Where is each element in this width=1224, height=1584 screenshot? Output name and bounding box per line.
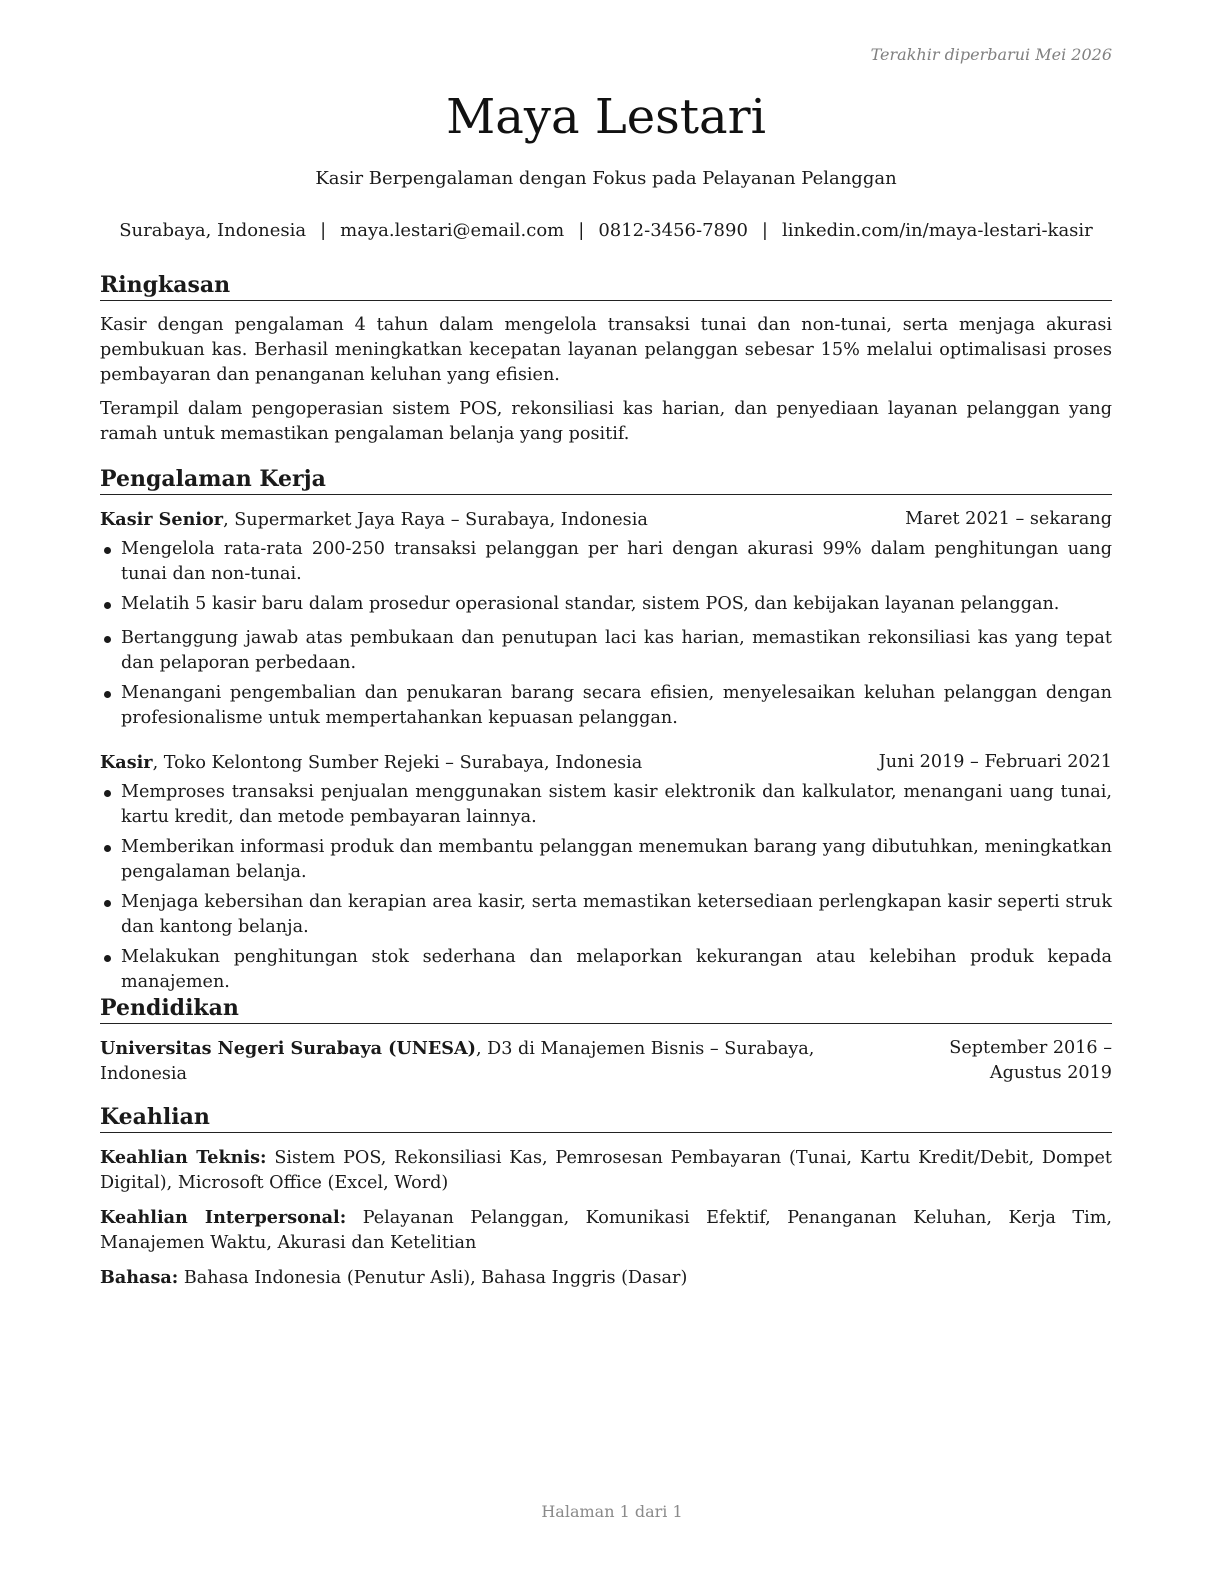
skill-label: Bahasa: [100, 1267, 179, 1288]
education-school: Universitas Negeri Surabaya (UNESA) [100, 1038, 476, 1059]
contact-separator: | [761, 220, 768, 241]
education-section [100, 993, 1112, 1087]
contact-line [100, 219, 1112, 243]
candidate-name: Maya Lestari [446, 89, 766, 145]
contact-phone: 0812-3456-7890 [598, 220, 748, 241]
skill-line [100, 1265, 1112, 1291]
summary-paragraph: Terampil dalam pengoperasian sistem POS, rekonsiliasi kas harian, dan penyediaan layanan pelanggan yang ramah untuk memastikan pengalaman belanja yang positif. [100, 399, 1112, 444]
list-item: Memproses transaksi penjualan menggunakan sistem kasir elektronik dan kalkulator, menangani uang tunai, kartu kredit, dan metode pembayaran lainnya. [100, 780, 1112, 830]
resume-page [100, 0, 1112, 1584]
skill-line [100, 1205, 1112, 1256]
skill-value: Sistem POS, Rekonsiliasi Kas, Pemrosesan Pembayaran (Tunai, Kartu Kredit/Debit, Dompet Digital), Microsoft Office (Excel, Word) [100, 1148, 1112, 1193]
candidate-tagline: Kasir Berpengalaman dengan Fokus pada Pelayanan Pelanggan [315, 168, 897, 189]
list-item: Menjaga kebersihan dan kerapian area kasir, serta memastikan ketersediaan perlengkapan kasir seperti struk dan kantong belanja. [100, 890, 1112, 940]
contact-email[interactable]: maya.lestari@email.com [340, 220, 565, 241]
job-dates: Juni 2019 – Februari 2021 [878, 752, 1112, 772]
skill-label: Keahlian Interpersonal: [100, 1207, 347, 1228]
list-item: Melatih 5 kasir baru dalam prosedur operasional standar, sistem POS, dan kebijakan layanan pelanggan. [100, 592, 1112, 617]
page-footer: Halaman 1 dari 1 [541, 1502, 683, 1521]
list-item: Menangani pengembalian dan penukaran barang secara efisien, menyelesaikan keluhan pelanggan dengan profesionalisme untuk mempertahankan kepuasan pelanggan. [100, 681, 1112, 731]
skill-value: Bahasa Indonesia (Penutur Asli), Bahasa Inggris (Dasar) [178, 1268, 688, 1288]
job-title-line [100, 750, 642, 776]
summary-section [100, 270, 1112, 456]
list-item: Melakukan penghitungan stok sederhana dan melaporkan kekurangan atau kelebihan produk kepada manajemen. [100, 945, 1112, 995]
job-entry [100, 750, 1112, 995]
skills-section [100, 1102, 1112, 1300]
education-degree: , D3 di Manajemen Bisnis – Surabaya, Indonesia [100, 1039, 815, 1084]
summary-paragraph: Kasir dengan pengalaman 4 tahun dalam mengelola transaksi tunai dan non-tunai, serta menjaga akurasi pembukuan kas. Berhasil meningkatkan kecepatan layanan pelanggan sebesar 15% melalui optimalisasi proses pembayaran dan penanganan keluhan yang efisien. [100, 315, 1112, 385]
skill-value: Pelayanan Pelanggan, Komunikasi Efektif, Penanganan Keluhan, Kerja Tim, Manajemen Waktu, Akurasi dan Ketelitian [100, 1208, 1112, 1253]
job-title-line [100, 507, 648, 533]
list-item: Mengelola rata-rata 200-250 transaksi pelanggan per hari dengan akurasi 99% dalam penghitungan uang tunai dan non-tunai. [100, 537, 1112, 587]
education-dates: September 2016 – Agustus 2019 [949, 1038, 1112, 1083]
list-item: Memberikan informasi produk dan membantu pelanggan menemukan barang yang dibutuhkan, meningkatkan pengalaman belanja. [100, 835, 1112, 885]
skill-label: Keahlian Teknis: [100, 1147, 267, 1168]
job-bullets [100, 780, 1112, 995]
contact-linkedin[interactable]: linkedin.com/in/maya-lestari-kasir [781, 220, 1093, 241]
contact-location: Surabaya, Indonesia [119, 220, 307, 241]
section-title-summary: Ringkasan [100, 270, 1112, 301]
job-bullets [100, 537, 1112, 731]
experience-section [100, 464, 1112, 1000]
job-employer: , Toko Kelontong Sumber Rejeki – Surabaya, Indonesia [152, 753, 643, 773]
section-title-education: Pendidikan [100, 993, 1112, 1024]
job-role: Kasir Senior [100, 509, 224, 530]
job-header [100, 507, 1112, 533]
education-entry [100, 1036, 1112, 1087]
job-role: Kasir [100, 752, 153, 773]
section-title-experience: Pengalaman Kerja [100, 464, 1112, 495]
section-title-skills: Keahlian [100, 1102, 1112, 1133]
job-entry [100, 507, 1112, 731]
skill-line [100, 1145, 1112, 1196]
list-item: Bertanggung jawab atas pembukaan dan penutupan laci kas harian, memastikan rekonsiliasi kas yang tepat dan pelaporan perbedaan. [100, 626, 1112, 676]
education-school-line [100, 1036, 870, 1087]
contact-separator: | [578, 220, 585, 241]
job-employer: , Supermarket Jaya Raya – Surabaya, Indonesia [223, 510, 648, 530]
job-dates: Maret 2021 – sekarang [905, 509, 1112, 529]
last-updated-note: Terakhir diperbarui Mei 2026 [870, 45, 1112, 64]
contact-separator: | [320, 220, 327, 241]
job-header [100, 750, 1112, 776]
